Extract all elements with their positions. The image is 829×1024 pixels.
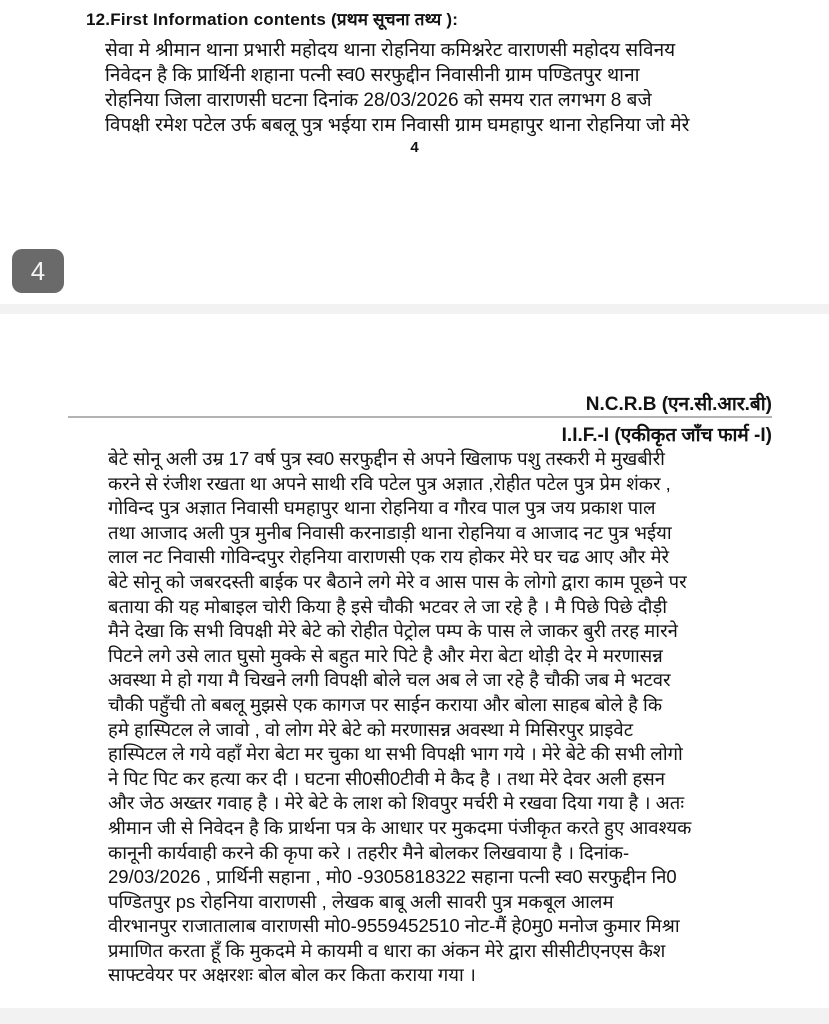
text-line: वीरभानपुर राजातालाब वाराणसी मो0-9559452510 नोट-मैं हे0मु0 मनोज कुमार मिश्रा bbox=[108, 915, 680, 937]
text-line: प्रमाणित करता हूँ कि मुकदमे मे कायमी व धारा का अंकन मेरे द्वारा सीसीटीएनएस कैश bbox=[108, 939, 666, 961]
text-line: बताया की यह मोबाइल चोरी किया है इसे चौकी भटवर ले जा रहे है । मै पिछे पिछे दौड़ी bbox=[108, 595, 668, 617]
text-line: हास्पिटल ले गये वहाँ मेरा बेटा मर चुका था सभी विपक्षी भाग गये । मेरे बेटे की सभी लोगो bbox=[108, 743, 683, 765]
text-line: 29/03/2026 , प्रार्थिनी सहाना , मो0 -9305818322 सहाना पत्नी स्व0 सरफुद्दीन नि0 bbox=[108, 866, 677, 888]
text-line: साफ्टवेयर पर अक्षरशः बोल बोल कर किता कराया गया । bbox=[108, 964, 476, 986]
ncrb-header: N.C.R.B (एन.सी.आर.बी) bbox=[585, 394, 772, 415]
text-line: श्रीमान जी से निवेदन है कि प्रार्थना पत्र के आधार पर मुकदमा पंजीकृत करते हुए आवश्यक bbox=[108, 816, 692, 838]
text-line: करने से रंजीश रखता था अपने साथी रवि पटेल पुत्र अज्ञात ,रोहीत पटेल पुत्र प्रेम शंकर , bbox=[108, 472, 671, 494]
text-line: चौकी पहुँची तो बबलू मुझसे एक कागज पर साईन कराया और बोला साहब बोले है कि bbox=[108, 693, 663, 715]
text-line: हमे हास्पिटल ले जावो , वो लोग मेरे बेटे को मरणासन्न अवस्था मे मिसिरपुर प्राइवेट bbox=[108, 718, 634, 740]
text-line: पण्डितपुर ps रोहनिया वाराणसी , लेखक बाबू अली सावरी पुत्र मकबूल आलम bbox=[108, 890, 614, 912]
iif-form-header: I.I.F.-I (एकीकृत जाँच फार्म -I) bbox=[561, 425, 772, 446]
text-line: गोविन्द पुत्र अज्ञात निवासी घमहापुर थाना रोहनिया व गौरव पाल पुत्र जय प्रकाश पाल bbox=[108, 497, 656, 519]
bottom-page-break-divider bbox=[0, 1008, 829, 1024]
fir-contents-paragraph-page4 bbox=[105, 38, 767, 138]
text-line: लाल नट निवासी गोविन्दपुर रोहनिया वाराणसी एक राय होकर मेरे घर चढ आए और मेरे bbox=[108, 546, 670, 568]
text-line: ने पिट पिट कर हत्या कर दी । घटना सी0सी0टीवी मे कैद है । तथा मेरे देवर अली हसन bbox=[108, 767, 666, 789]
page-break-divider bbox=[0, 304, 829, 314]
text-line: अवस्था मे हो गया मै चिखने लगी विपक्षी बोले चल अब ले जा रहे है चौकी जब मे भटवर bbox=[108, 669, 671, 691]
text-line: विपक्षी रमेश पटेल उर्फ बबलू पुत्र भईया राम निवासी ग्राम घमहापुर थाना रोहनिया जो मेरे bbox=[105, 115, 690, 136]
page-indicator-badge: 4 bbox=[12, 249, 64, 293]
text-line: कानूनी कार्यवाही करने की कृपा करे । तहरीर मैने बोलकर लिखवाया है । दिनांक- bbox=[108, 841, 630, 863]
section-12-heading: 12.First Information contents (प्रथम सूचना तथ्य ): bbox=[86, 10, 459, 29]
text-line: बेटे सोनू अली उम्र 17 वर्ष पुत्र स्व0 सरफुद्दीन से अपने खिलाफ पशु तस्करी मे मुखबीरी bbox=[108, 448, 665, 469]
text-line: और जेठ अख्तर गवाह है । मेरे बेटे के लाश को शिवपुर मर्चरी मे रखवा दिया गया है । अतः bbox=[108, 792, 685, 814]
text-line: तथा आजाद अली पुत्र मुनीब निवासी करनाडाड़ी थाना रोहनिया व आजाद नट पुत्र भईया bbox=[108, 521, 672, 543]
text-line: बेटे सोनू को जबरदस्ती बाईक पर बैठाने लगे मेरे व आस पास के लोगो द्वारा काम पूछने पर bbox=[108, 570, 687, 592]
text-line: सेवा मे श्रीमान थाना प्रभारी महोदय थाना रोहनिया कमिश्नरेट वाराणसी महोदय सविनय bbox=[105, 40, 676, 61]
page-number-footer: 4 bbox=[410, 139, 419, 156]
header-divider-line bbox=[68, 416, 772, 418]
text-line: पिटने लगे उसे लात घुसो मुक्के से बहुत मारे पिटे है और मेरा बेटा थोड़ी देर मे मरणासन्न bbox=[108, 644, 663, 666]
text-line: निवेदन है कि प्रार्थिनी शहाना पत्नी स्व0 सरफुद्दीन निवासीनी ग्राम पण्डितपुर थाना bbox=[105, 65, 640, 86]
fir-contents-paragraph-page5 bbox=[108, 447, 768, 988]
text-line: रोहनिया जिला वाराणसी घटना दिनांक 28/03/2026 को समय रात लगभग 8 बजे bbox=[105, 90, 652, 111]
text-line: मैने देखा कि सभी विपक्षी मेरे बेटे को रोहीत पेट्रोल पम्प के पास ले जाकर बुरी तरह मारने bbox=[108, 620, 678, 642]
